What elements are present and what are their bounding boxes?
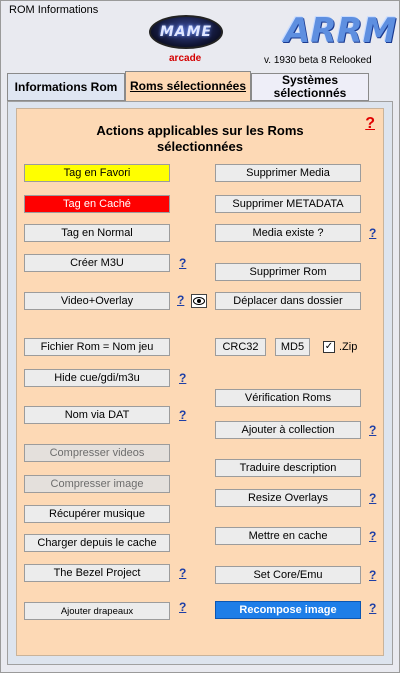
creer-m3u-help-icon[interactable]: ?: [179, 256, 187, 270]
version-label: v. 1930 beta 8 Relooked: [264, 55, 372, 66]
video-overlay-button[interactable]: Video+Overlay: [24, 292, 170, 310]
nom-via-dat-button[interactable]: Nom via DAT: [24, 406, 170, 424]
media-existe-help-icon[interactable]: ?: [369, 226, 377, 240]
tab-label: Roms sélectionnées: [129, 79, 247, 93]
compresser-videos-button[interactable]: Compresser videos: [24, 444, 170, 462]
tab-systemes-selectionnes[interactable]: [251, 73, 369, 101]
charger-depuis-cache-button[interactable]: Charger depuis le cache: [24, 534, 170, 552]
mame-logo-subtitle: arcade: [169, 53, 202, 64]
recuperer-musique-button[interactable]: Récupérer musique: [24, 505, 170, 523]
mettre-en-cache-help-icon[interactable]: ?: [369, 529, 377, 543]
mame-logo-text: MAME: [159, 24, 213, 40]
set-core-emu-help-icon[interactable]: ?: [369, 568, 377, 582]
mettre-en-cache-button[interactable]: Mettre en cache: [215, 527, 361, 545]
tab-informations-rom[interactable]: [7, 73, 125, 101]
ajouter-drapeaux-button[interactable]: Ajouter drapeaux: [24, 602, 170, 620]
ajouter-drapeaux-help-icon[interactable]: ?: [179, 600, 187, 614]
window-title: ROM Informations: [9, 4, 99, 16]
actions-panel: [16, 108, 384, 656]
nom-via-dat-help-icon[interactable]: ?: [179, 408, 187, 422]
resize-overlays-button[interactable]: Resize Overlays: [215, 489, 361, 507]
fichier-rom-nom-jeu-button[interactable]: Fichier Rom = Nom jeu: [24, 338, 170, 356]
compresser-image-button[interactable]: Compresser image: [24, 475, 170, 493]
tag-cache-button[interactable]: Tag en Caché: [24, 195, 170, 213]
deplacer-dans-dossier-button[interactable]: Déplacer dans dossier: [215, 292, 361, 310]
mame-logo: [149, 15, 223, 49]
tab-label: Systèmes sélectionnés: [273, 73, 347, 100]
video-overlay-help-icon[interactable]: ?: [177, 293, 185, 307]
panel-help-icon[interactable]: ?: [365, 115, 375, 132]
tab-label: Informations Rom: [14, 79, 118, 94]
bezel-project-button[interactable]: The Bezel Project: [24, 564, 170, 582]
hide-cue-help-icon[interactable]: ?: [179, 371, 187, 385]
tab-roms-selectionnees[interactable]: [125, 71, 251, 101]
traduire-description-button[interactable]: Traduire description: [215, 459, 361, 477]
supprimer-media-button[interactable]: Supprimer Media: [215, 164, 361, 182]
bezel-project-help-icon[interactable]: ?: [179, 566, 187, 580]
ajouter-collection-button[interactable]: Ajouter à collection: [215, 421, 361, 439]
creer-m3u-button[interactable]: Créer M3U: [24, 254, 170, 272]
ajouter-collection-help-icon[interactable]: ?: [369, 423, 377, 437]
tag-normal-button[interactable]: Tag en Normal: [24, 224, 170, 242]
tag-favori-button[interactable]: Tag en Favori: [24, 164, 170, 182]
media-existe-button[interactable]: Media existe ?: [215, 224, 361, 242]
zip-checkbox[interactable]: ✓: [324, 341, 334, 352]
panel-heading: Actions applicables sur les Roms sélectionnées: [96, 123, 304, 154]
arrm-logo: ARRM: [284, 11, 397, 51]
crc32-button[interactable]: CRC32: [215, 338, 266, 356]
supprimer-rom-button[interactable]: Supprimer Rom: [215, 263, 361, 281]
recompose-image-button[interactable]: Recompose image: [215, 601, 361, 619]
verification-roms-button[interactable]: Vérification Roms: [215, 389, 361, 407]
tab-bar: [7, 71, 393, 101]
tab-content: [7, 101, 393, 665]
eye-icon[interactable]: [191, 294, 207, 308]
recompose-image-help-icon[interactable]: ?: [369, 601, 377, 615]
resize-overlays-help-icon[interactable]: ?: [369, 491, 377, 505]
md5-button[interactable]: MD5: [275, 338, 310, 356]
zip-checkbox-label: .Zip: [339, 341, 358, 353]
supprimer-metadata-button[interactable]: Supprimer METADATA: [215, 195, 361, 213]
set-core-emu-button[interactable]: Set Core/Emu: [215, 566, 361, 584]
hide-cue-gdi-m3u-button[interactable]: Hide cue/gdi/m3u: [24, 369, 170, 387]
